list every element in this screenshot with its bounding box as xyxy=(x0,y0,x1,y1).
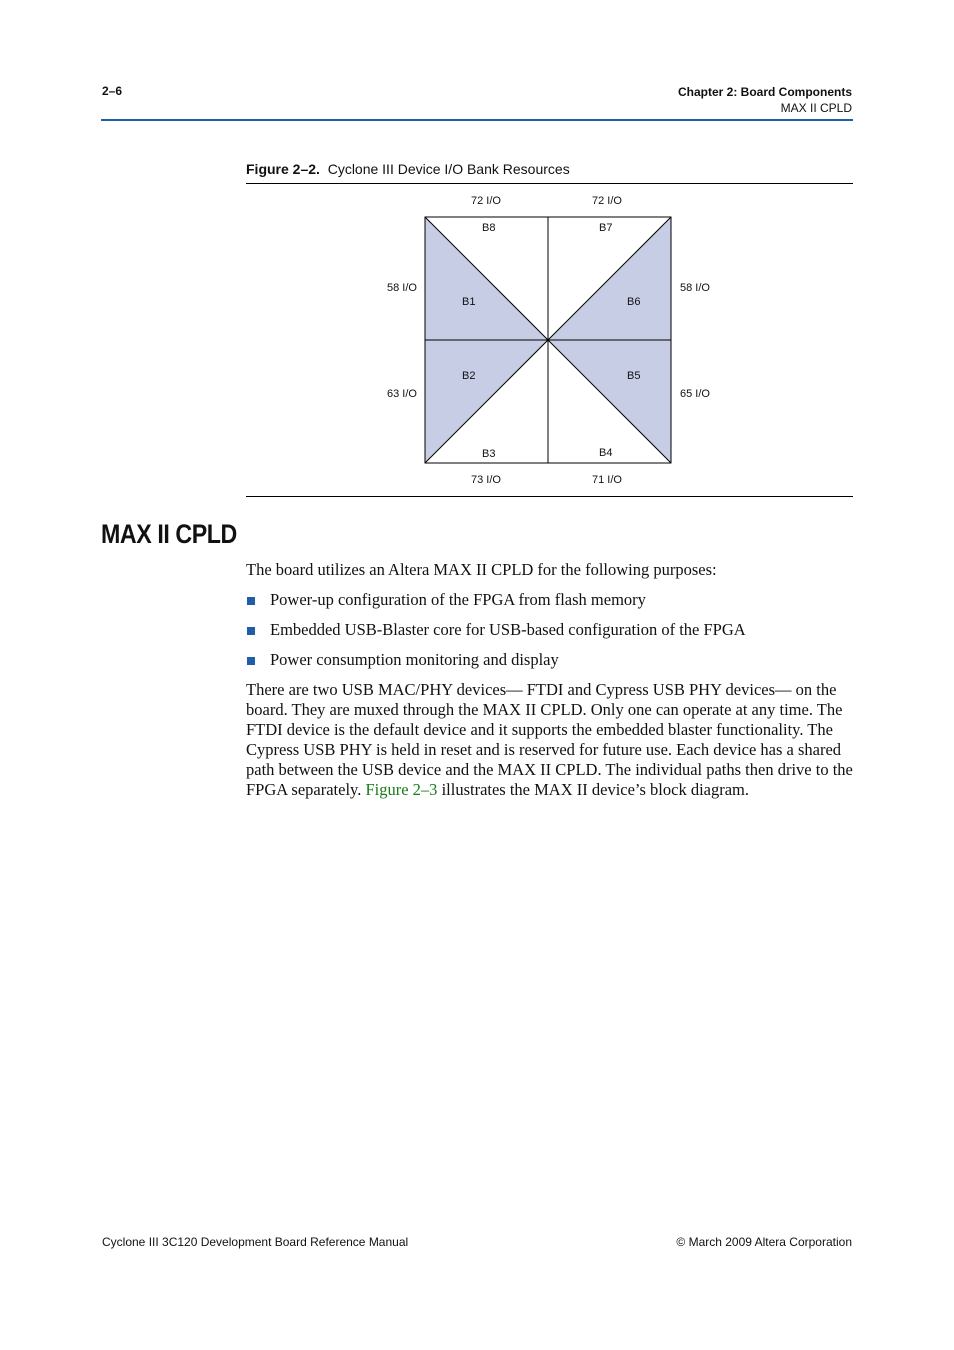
io-label-right-lower: 65 I/O xyxy=(680,388,710,400)
purpose-list xyxy=(246,590,853,670)
bank-label-b8: B8 xyxy=(482,222,496,234)
usb-paragraph-tail: illustrates the MAX II device’s block diagram. xyxy=(437,780,750,799)
usb-paragraph xyxy=(246,680,853,800)
io-label-bottom-left: 73 I/O xyxy=(471,474,501,486)
footer-copyright: © March 2009 Altera Corporation xyxy=(676,1235,852,1249)
footer-manual-title: Cyclone III 3C120 Development Board Reference Manual xyxy=(102,1235,409,1249)
page-number: 2–6 xyxy=(102,84,123,98)
figure-number: Figure 2–2. xyxy=(246,161,320,177)
section-name: MAX II CPLD xyxy=(780,101,852,115)
bank-label-b6: B6 xyxy=(627,296,641,308)
intro-paragraph: The board utilizes an Altera MAX II CPLD for the following purposes: xyxy=(246,560,717,579)
list-item xyxy=(246,590,853,610)
usb-paragraph-text: There are two USB MAC/PHY devices— FTDI and Cypress USB PHY devices— on the board. They are muxed through the MAX II CPLD. Only one can operate at any time. The FTDI device is the default device and it supports the embedded blaster functionality. The Cypress USB PHY is held in reset and is reserved for future use. Each device has a shared path between the USB device and the MAX II CPLD. The individual paths then drive to the FPGA separately. xyxy=(246,680,853,799)
bullet-square-icon xyxy=(247,627,255,635)
io-label-left-lower: 63 I/O xyxy=(387,388,417,400)
io-label-top-left: 72 I/O xyxy=(471,195,501,207)
figure-2-3-link[interactable]: Figure 2–3 xyxy=(365,780,438,799)
section-heading: MAX II CPLD xyxy=(101,519,237,549)
io-label-left-upper: 58 I/O xyxy=(387,282,417,294)
list-item-text: Power-up configuration of the FPGA from flash memory xyxy=(270,590,646,609)
bank-label-b1: B1 xyxy=(462,296,476,308)
bullet-square-icon xyxy=(247,597,255,605)
bullet-square-icon xyxy=(247,657,255,665)
list-item xyxy=(246,650,853,670)
bank-label-b3: B3 xyxy=(482,448,496,460)
bank-label-b2: B2 xyxy=(462,370,476,382)
list-item-text: Embedded USB-Blaster core for USB-based configuration of the FPGA xyxy=(270,620,746,639)
io-label-right-upper: 58 I/O xyxy=(680,282,710,294)
figure-title: Cyclone III Device I/O Bank Resources xyxy=(327,161,570,177)
io-bank-diagram xyxy=(0,0,954,520)
section-body xyxy=(246,560,853,800)
io-label-bottom-right: 71 I/O xyxy=(592,474,622,486)
list-item-text: Power consumption monitoring and display xyxy=(270,650,559,669)
io-label-top-right: 72 I/O xyxy=(592,195,622,207)
bank-label-b4: B4 xyxy=(599,447,613,459)
bank-label-b7: B7 xyxy=(599,222,613,234)
list-item xyxy=(246,620,853,640)
bank-label-b5: B5 xyxy=(627,370,641,382)
chapter-title: Chapter 2: Board Components xyxy=(677,85,852,99)
figure-bottom-rule xyxy=(246,496,853,497)
